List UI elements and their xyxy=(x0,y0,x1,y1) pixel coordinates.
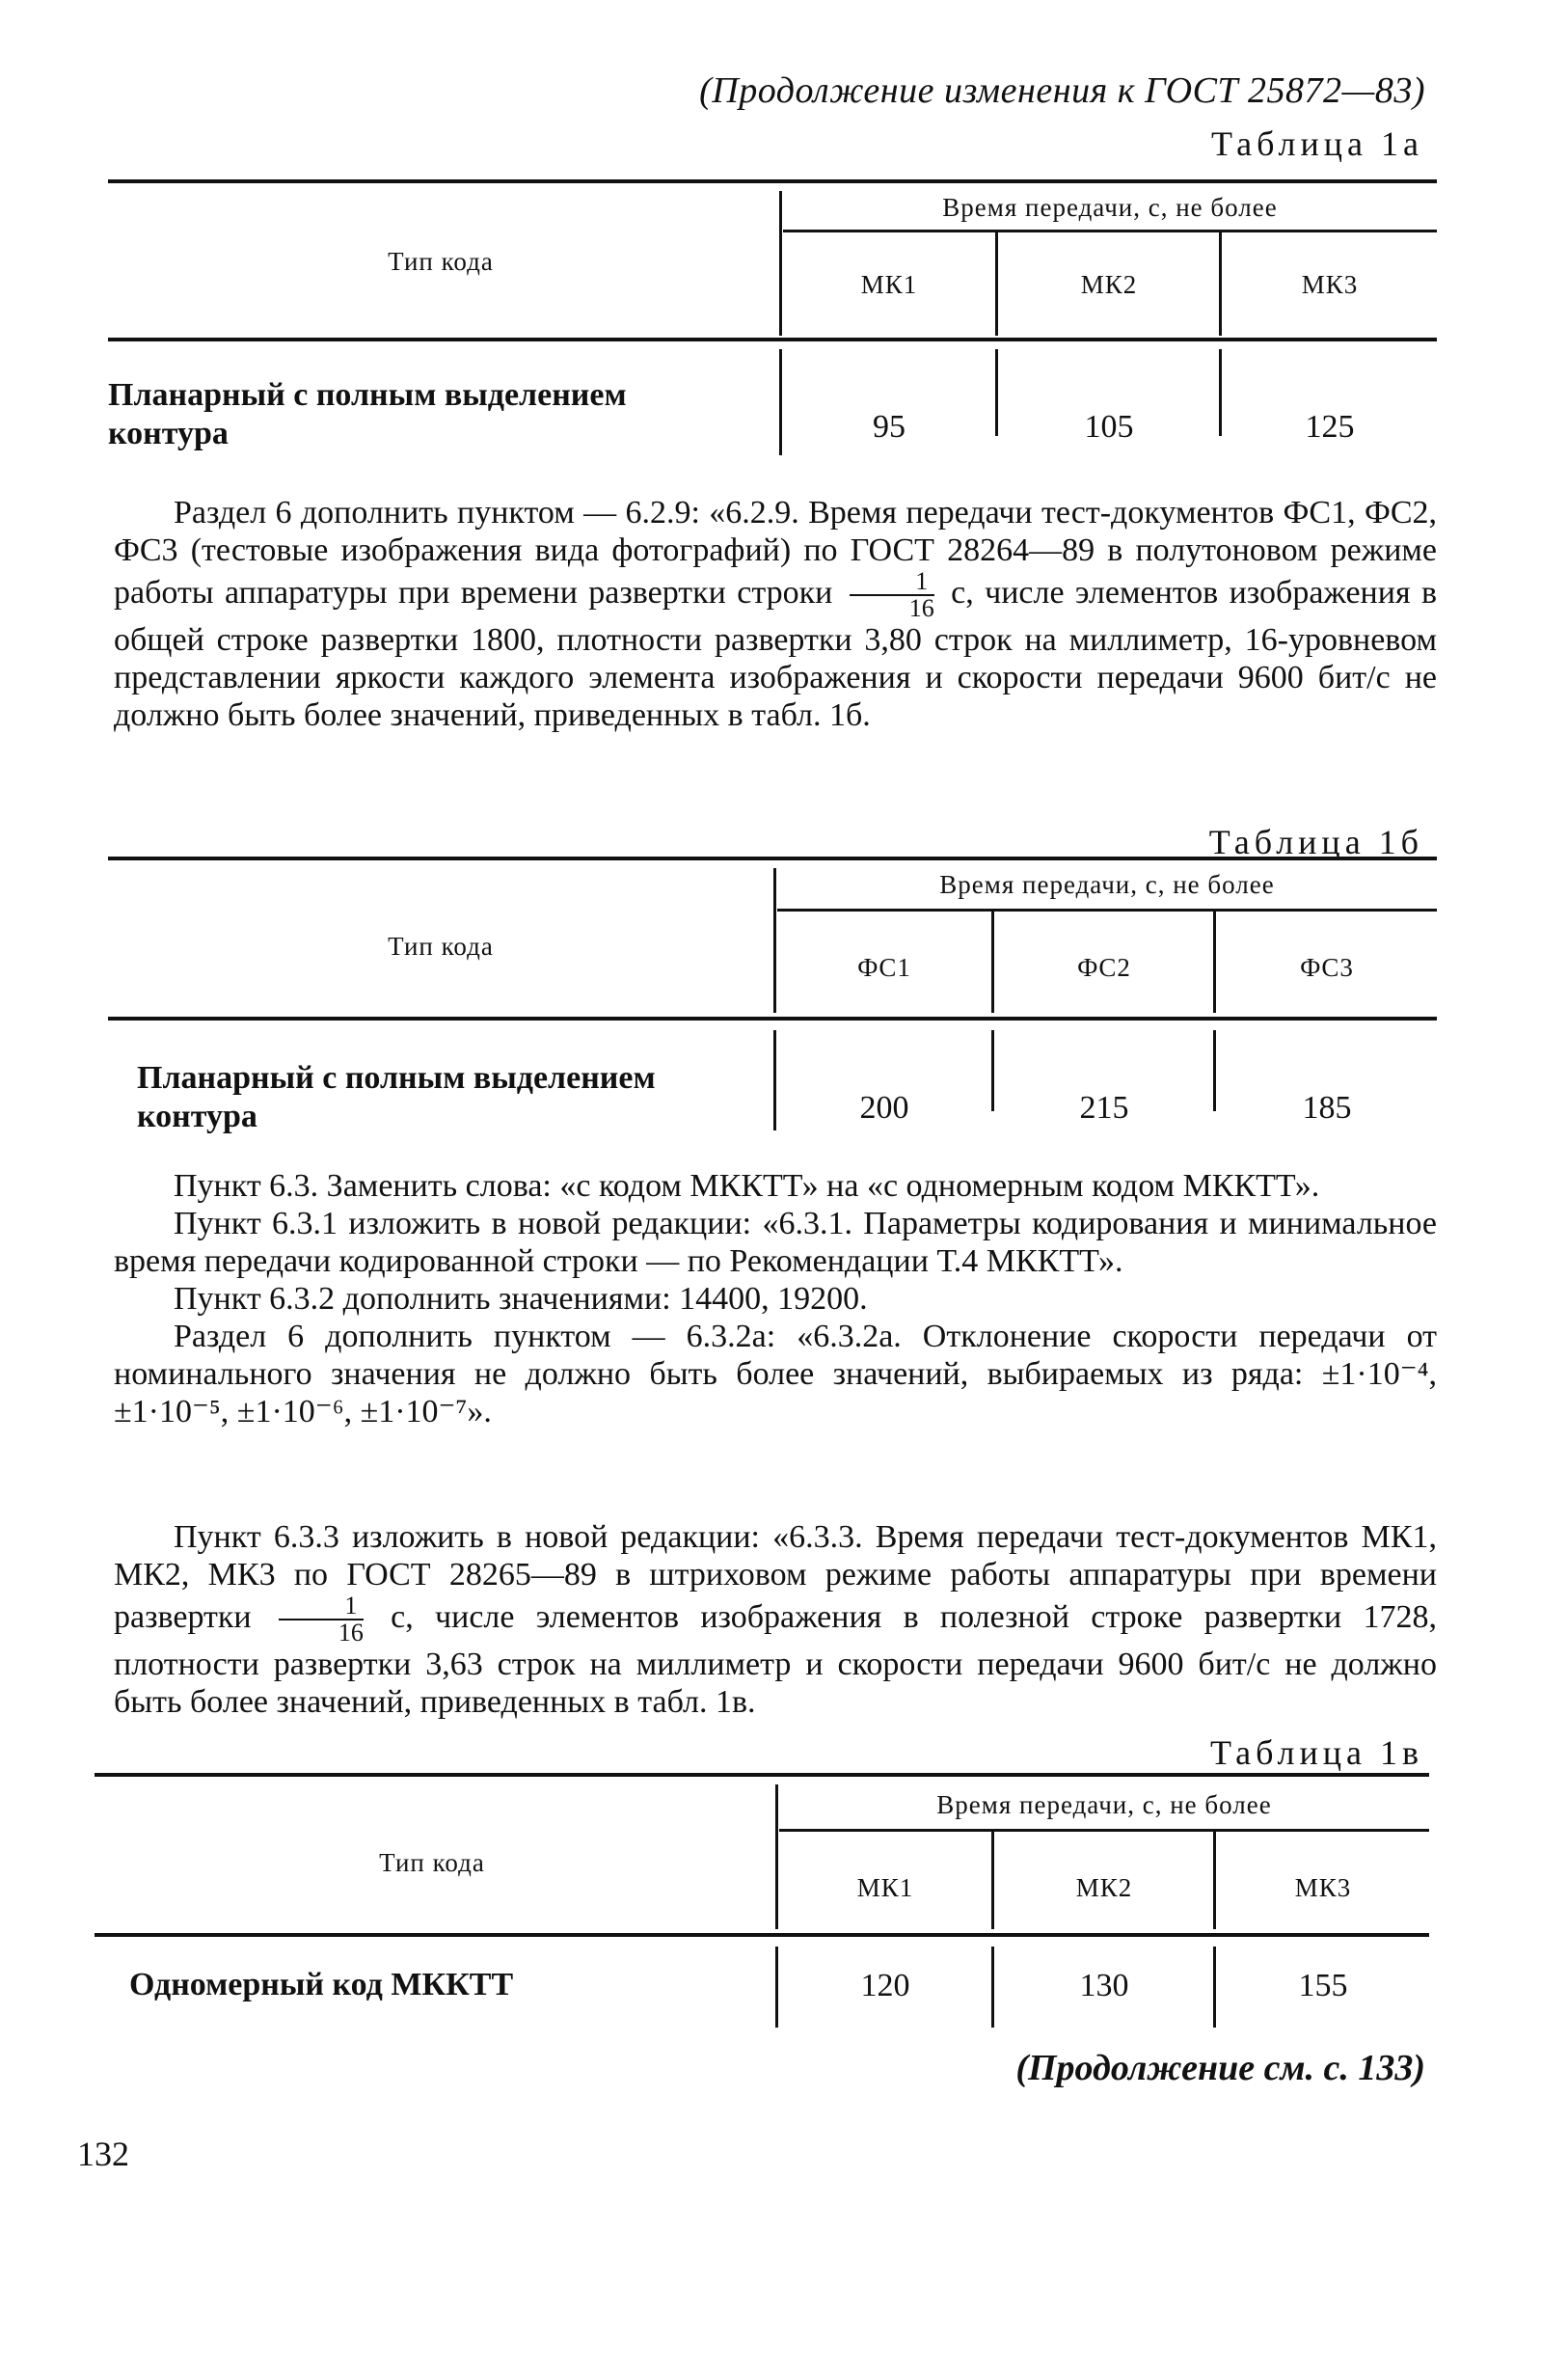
column-header: МК3 xyxy=(1294,1873,1352,1902)
table-row-name: Планарный с полным выделением контура xyxy=(108,377,627,451)
page-number: 132 xyxy=(77,2135,129,2173)
table-cell: 130 xyxy=(1079,1968,1129,2003)
table-1a xyxy=(108,179,1437,459)
table-row-name: Планарный с полным выделением контура xyxy=(137,1060,656,1134)
table-top-rule xyxy=(108,179,1437,183)
table-cell: 155 xyxy=(1298,1968,1348,2003)
column-group-header: Время передачи, с, не более xyxy=(939,870,1275,899)
paragraph-6-2-9: Раздел 6 дополнить пунктом — 6.2.9: «6.2.9. Время передачи тест-документов ФС1, ФС2, ФС3 (тестовые изображения вида фотографий) по ГОСТ 28264—89 в полутоновом режиме работы аппаратуры при времени развертки строки $\frac{1}{16}$ с, числе элементов изображения в общей строке развертки 1800, плотности развертки 3,80 строк на миллиметр, 16-уровневом представлении яркости каждого элемента изображения и скорости передачи 9600 бит/с не должно быть более значений, приведенных в табл. 1б. xyxy=(114,495,1438,733)
table-cell: 215 xyxy=(1079,1090,1129,1126)
table-cell: 105 xyxy=(1084,409,1134,445)
table-1b-label: Таблица 1б xyxy=(1208,823,1423,861)
paragraph: Пункт 6.3.1 изложить в новой редакции: «6.3.1. Параметры кодирования и минимальное время передачи кодированной строки — по Рекомендации Т.4 МККТТ». xyxy=(114,1206,1437,1279)
row-header-label: Тип кода xyxy=(388,932,494,961)
paragraph-6-3-3: Пункт 6.3.3 изложить в новой редакции: «6.3.3. Время передачи тест-документов МК1, МК2, МК3 по ГОСТ 28265—89 в штриховом режиме работы аппаратуры при времени развертки $\frac{1}{16}$ с, числе элементов изображения в полезной строке развертки 1728, плотности развертки 3,63 строк на миллиметр и скорости передачи 9600 бит/с не должно быть более значений, приведенных в табл. 1в. xyxy=(114,1519,1437,1720)
row-header-label: Тип кода xyxy=(388,247,494,276)
column-header: МК1 xyxy=(856,1873,914,1902)
paragraph: Раздел 6 дополнить пунктом — 6.3.2а: «6.3.2а. Отклонение скорости передачи от номинального значения не должно быть более значений, выбираемых из ряда: ±1·10⁻⁴, ±1·10⁻⁵, ±1·10⁻⁶, ±1·10⁻⁷». xyxy=(114,1319,1437,1430)
column-header: МК1 xyxy=(860,270,918,299)
column-header: МК2 xyxy=(1075,1873,1133,1902)
table-cell: 200 xyxy=(859,1090,909,1126)
table-1v xyxy=(95,1773,1429,2033)
fraction: $\frac{1}{16}$ xyxy=(279,1593,364,1646)
row-header-label: Тип кода xyxy=(379,1848,485,1877)
paragraph: Пункт 6.3. Заменить слова: «с кодом МККТТ» на «с одномерным кодом МККТТ». xyxy=(174,1168,1320,1204)
table-cell: 95 xyxy=(873,409,906,445)
table-1a-label: Таблица 1а xyxy=(1211,124,1423,163)
column-header: МК3 xyxy=(1301,270,1359,299)
column-header: ФС3 xyxy=(1300,953,1354,982)
column-header: МК2 xyxy=(1080,270,1138,299)
paragraphs-6-3 xyxy=(114,1167,1437,1430)
table-cell: 120 xyxy=(860,1968,910,2003)
table-cell: 185 xyxy=(1302,1090,1352,1126)
column-header: ФС1 xyxy=(857,953,911,982)
table-cell: 125 xyxy=(1305,409,1355,445)
column-group-header: Время передачи, с, не более xyxy=(936,1790,1272,1819)
continuation-note: (Продолжение см. с. 133) xyxy=(1015,2048,1425,2088)
table-row-name: Одномерный код МККТТ xyxy=(129,1967,514,2002)
table-1v-label: Таблица 1в xyxy=(1210,1733,1423,1772)
column-header: ФС2 xyxy=(1077,953,1131,982)
fraction: $\frac{1}{16}$ xyxy=(850,569,934,621)
paragraph: Пункт 6.3.2 дополнить значениями: 14400, 19200. xyxy=(174,1281,868,1317)
table-1b xyxy=(108,857,1437,1136)
column-group-header: Время передачи, с, не более xyxy=(942,193,1278,222)
running-head: (Продолжение изменения к ГОСТ 25872—83) xyxy=(699,70,1425,111)
